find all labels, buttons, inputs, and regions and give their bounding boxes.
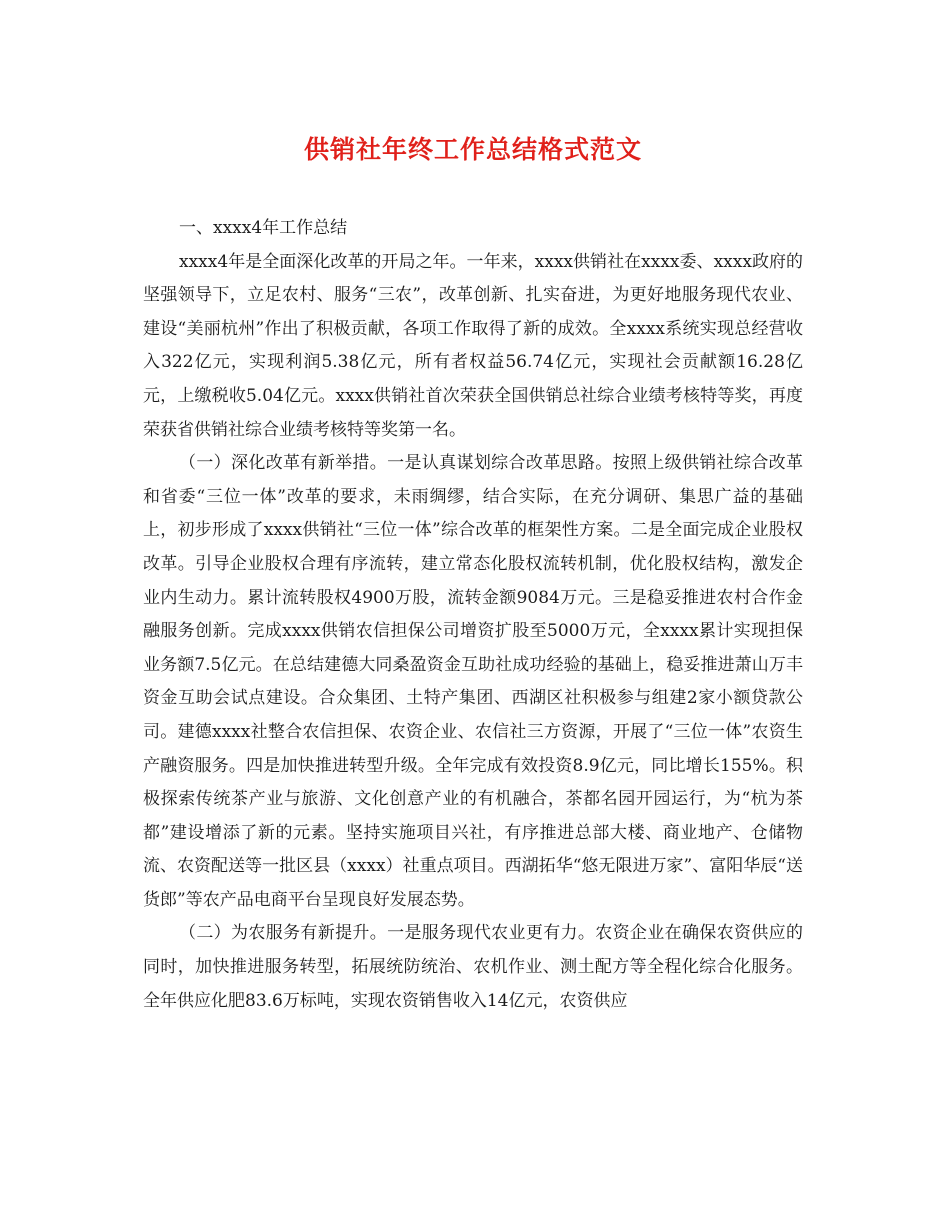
document-title: 供销社年终工作总结格式范文 [303,135,642,164]
paragraph-3: （二）为农服务有新提升。一是服务现代农业更有力。农资企业在确保农资供应的同时，加快推进服务转型，拓展统防统治、农机作业、测土配方等全程化综合化服务。全年供应化肥83.6万标吨，实现农资销售收入14亿元，农资供应 [143,923,803,1011]
paragraph-2: （一）深化改革有新举措。一是认真谋划综合改革思路。按照上级供销社综合改革和省委“三位一体”改革的要求，未雨绸缪，结合实际，在充分调研、集思广益的基础上，初步形成了xxxx供销社“三位一体”综合改革的框架性方案。二是全面完成企业股权改革。引导企业股权合理有序流转，建立常态化股权流转机制，优化股权结构，激发企业内生动力。累计流转股权4900万股，流转金额9084万元。三是稳妥推进农村合作金融服务创新。完成xxxx供销农信担保公司增资扩股至5000万元，全xxxx累计实现担保业务额7.5亿元。在总结建德大同桑盈资金互助社成功经验的基础上，稳妥推进萧山万丰资金互助会试点建设。合众集团、土特产集团、西湖区社积极参与组建2家小额贷款公司。建德xxxx社整合农信担保、农资企业、农信社三方资源，开展了“三位一体”农资生产融资服务。四是加快推进转型升级。全年完成有效投资8.9亿元，同比增长155%。积极探索传统茶产业与旅游、文化创意产业的有机融合，茶都名园开园运行，为“杭为茶都”建设增添了新的元素。坚持实施项目兴社，有序推进总部大楼、商业地产、仓储物流、农资配送等一批区县（xxxx）社重点项目。西湖拓华“悠无限进万家”、富阳华辰“送货郎”等农产品电商平台呈现良好发展态势。 [143,453,803,910]
paragraph-1: xxxx4年是全面深化改革的开局之年。一年来，xxxx供销社在xxxx委、xxxx政府的坚强领导下，立足农村、服务“三农”，改革创新、扎实奋进，为更好地服务现代农业、建设“美丽杭州”作出了积极贡献，各项工作取得了新的成效。全xxxx系统实现总经营收入322亿元，实现利润5.38亿元，所有者权益56.74亿元，实现社会贡献额16.28亿元，上缴税收5.04亿元。xxxx供销社首次荣获全国供销总社综合业绩考核特等奖，再度荣获省供销社综合业绩考核特等奖第一名。 [143,251,803,440]
section-heading: 一、xxxx4年工作总结 [179,218,348,238]
